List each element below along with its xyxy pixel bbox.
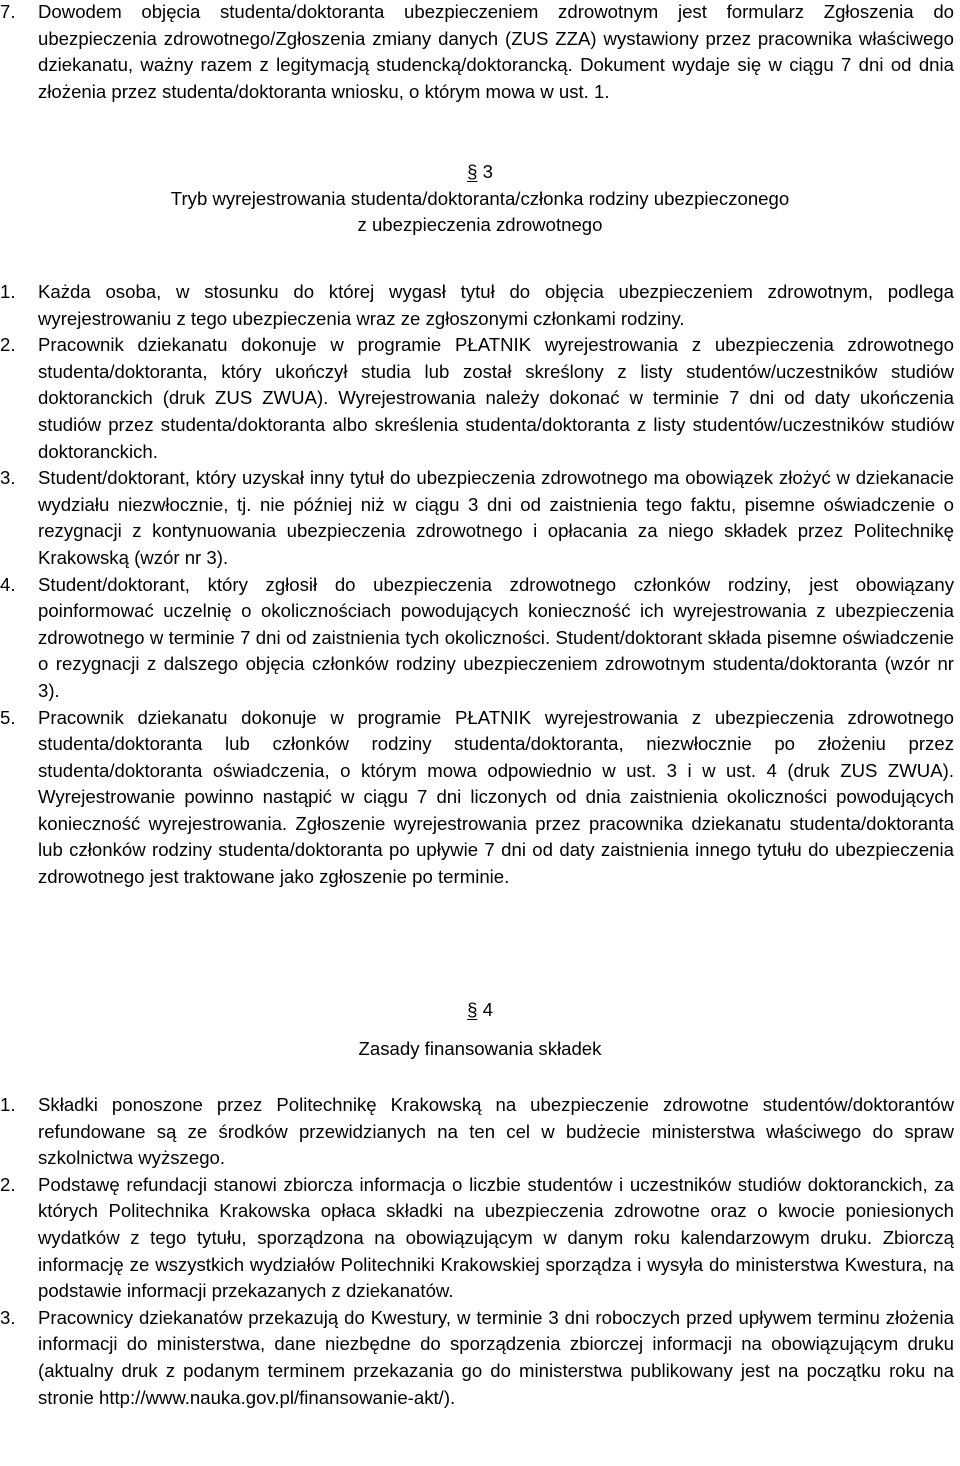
list-item (0, 1172, 954, 1305)
item-text: Pracownik dziekanatu dokonuje w programie PŁATNIK wyrejestrowania z ubezpieczenia zdrowotnego studenta/doktoranta lub członków rodziny studenta/doktoranta, niezwłocznie po złożeniu przez studenta/doktoranta oświadczenia, o którym mowa odpowiednio w ust. 3 i w ust. 4 (druk ZUS ZWUA). Wyrejestrowanie powinno nastąpić w ciągu 7 dni liczonych od dnia zaistnienia okoliczności powodujących konieczność wyrejestrowania. Zgłoszenie wyrejestrowania przez pracownika dziekanatu studenta/doktoranta lub członków rodziny studenta/doktoranta po upływie 7 dni od daty zaistnienia innego tytułu do ubezpieczenia zdrowotnego jest traktowane jako zgłoszenie po terminie. (38, 706, 954, 888)
section-4-number (0, 997, 960, 1024)
item-text: Każda osoba, w stosunku do której wygasł tytuł do objęcia ubezpieczeniem zdrowotnym, podlega wyrejestrowaniu z tego ubezpieczenia wraz ze zgłoszonymi członkami rodziny. (38, 281, 954, 329)
section-4-title: Zasady finansowania składek (358, 1037, 602, 1059)
item-number: 2. (0, 1173, 16, 1195)
item-number: 5. (0, 706, 16, 728)
section-4-heading (0, 997, 960, 1062)
section-number: 3 (482, 161, 493, 182)
list-item (0, 705, 954, 891)
item-number: 7. (0, 1, 16, 22)
list-item (0, 1305, 954, 1411)
item-text: Składki ponoszone przez Politechnikę Krakowską na ubezpieczenie zdrowotne studentów/doktorantów refundowane są ze środków przewidzianych na ten cel w budżecie ministerstwa właściwego do spraw szkolnictwa wyższego. (38, 1094, 954, 1169)
item-number: 1. (0, 281, 16, 302)
item-text: Pracownicy dziekanatów przekazują do Kwestury, w terminie 3 dni roboczych przed upływem terminu złożenia informacji do ministerstwa, dane niezbędne do sporządzenia zbiorczej informacji na obowiązującym druku (aktualny druk z podanym terminem przekazania go do ministerstwa publikowany jest na początku roku na stronie http://www.nauka.gov.pl/finansowanie-akt/). (38, 1306, 954, 1408)
section-4-body (0, 1092, 954, 1411)
section-symbol: § (467, 999, 478, 1020)
numbered-list (0, 1092, 954, 1411)
numbered-list (0, 279, 954, 891)
item-number: 3. (0, 467, 16, 489)
item-text: Dowodem objęcia studenta/doktoranta ubezpieczeniem zdrowotnym jest formularz Zgłoszenia do ubezpieczenia zdrowotnego/Zgłoszenia zmiany danych (ZUS ZZA) wystawiony przez pracownika właściwego dziekanatu, ważny razem z legitymacją studencką/doktorancką. Dokument wydaje się w ciągu 7 dni od dnia złożenia przez studenta/doktoranta wniosku, o którym mowa w ust. 1. (38, 1, 954, 102)
list-item (0, 1092, 954, 1172)
item-number: 2. (0, 334, 16, 356)
list-item (0, 279, 954, 332)
numbered-list (0, 0, 954, 105)
item-number: 4. (0, 573, 16, 595)
item-number: 1. (0, 1094, 16, 1115)
section-number: 4 (482, 999, 493, 1020)
section-symbol: § (467, 161, 478, 182)
section-3-title-line-2: z ubezpieczenia zdrowotnego (357, 214, 603, 236)
item-text: Student/doktorant, który uzyskał inny tytuł do ubezpieczenia zdrowotnego ma obowiązek złożyć w dziekanacie wydziału niezwłocznie, tj. nie później niż w ciągu 3 dni od zaistnienia tego faktu, pisemne oświadczenie o rezygnacji z kontynuowania ubezpieczenia zdrowotnego i opłacania za niego składek przez Politechnikę Krakowską (wzór nr 3). (38, 467, 954, 568)
section-3-title-line-1: Tryb wyrejestrowania studenta/doktoranta/członka rodziny ubezpieczonego (170, 187, 790, 209)
paragraph-7 (0, 0, 954, 105)
list-item (0, 332, 954, 465)
item-text: Student/doktorant, który zgłosił do ubezpieczenia zdrowotnego członków rodziny, jest obowiązany poinformować uczelnię o okolicznościach powodujących konieczność ich wyrejestrowania z ubezpieczenia zdrowotnego w terminie 7 dni od zaistnienia tych okoliczności. Student/doktorant składa pisemne oświadczenie o rezygnacji z dalszego objęcia członków rodziny ubezpieczeniem zdrowotnym studenta/doktoranta (wzór nr 3). (38, 573, 954, 701)
section-3-number (0, 159, 960, 186)
item-number: 3. (0, 1306, 16, 1328)
section-3-body (0, 279, 954, 891)
section-3-heading (0, 159, 960, 239)
list-item (0, 572, 954, 705)
item-text: Pracownik dziekanatu dokonuje w programie PŁATNIK wyrejestrowania z ubezpieczenia zdrowotnego studenta/doktoranta, który ukończył studia lub został skreślony z listy studentów/uczestników studiów doktoranckich (druk ZUS ZWUA). Wyrejestrowania należy dokonać w terminie 7 dni od daty ukończenia studiów przez studenta/doktoranta albo skreślenia studenta/doktoranta z listy studentów/uczestników studiów doktoranckich. (38, 334, 954, 462)
item-text: Podstawę refundacji stanowi zbiorcza informacja o liczbie studentów i uczestników studiów doktoranckich, za których Politechnika Krakowska opłaca składki na ubezpieczenia zdrowotne oraz o kwocie poniesionych wydatków z tego tytułu, sporządzona na obowiązującym w danym roku kalendarzowym druku. Zbiorczą informację ze wszystkich wydziałów Politechniki Krakowskiej sporządza i wysyła do ministerstwa Kwestura, na podstawie informacji przekazanych z dziekanatów. (38, 1173, 954, 1302)
list-item (0, 0, 954, 105)
list-item (0, 465, 954, 571)
